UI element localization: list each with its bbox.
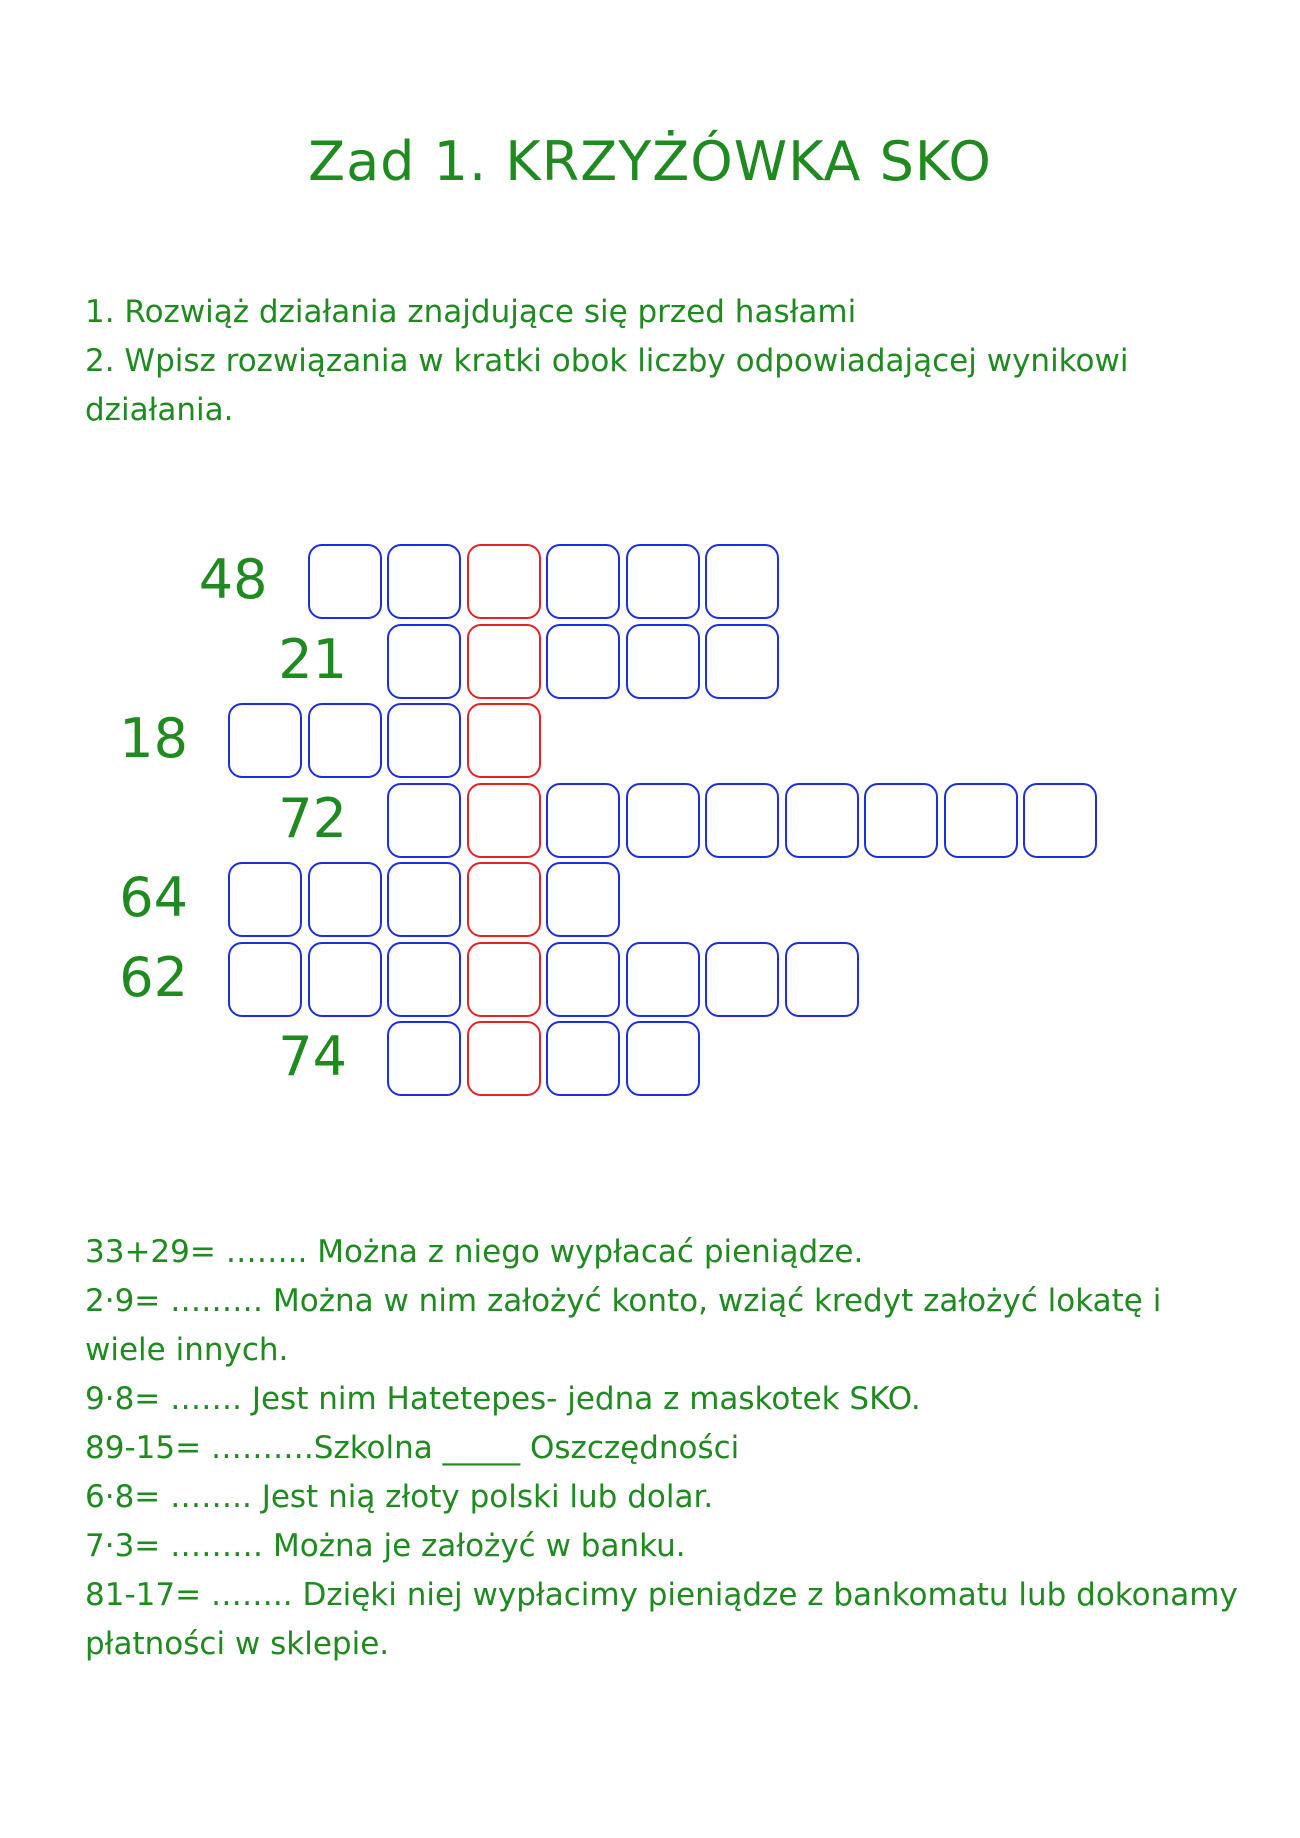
- answer-cell[interactable]: [308, 544, 382, 619]
- answer-cell[interactable]: [785, 942, 859, 1017]
- answer-cell[interactable]: [387, 544, 461, 619]
- answer-cell[interactable]: [1023, 783, 1097, 858]
- instruction-1: 1. Rozwiąż działania znajdujące się przed hasłami: [85, 294, 857, 330]
- answer-cell[interactable]: [546, 862, 620, 937]
- answer-cell[interactable]: [387, 1021, 461, 1096]
- answer-cell[interactable]: [626, 783, 700, 858]
- answer-cell[interactable]: [546, 544, 620, 619]
- clue-48: 6·8= …….. Jest nią złoty polski lub dolar.: [85, 1479, 714, 1515]
- row-number-48: 48: [198, 548, 268, 611]
- answer-cell[interactable]: [546, 942, 620, 1017]
- answer-cell[interactable]: [387, 862, 461, 937]
- clue-74: 89-15= ……….Szkolna _____ Oszczędności: [85, 1430, 740, 1466]
- answer-cell[interactable]: [626, 624, 700, 699]
- answer-cell[interactable]: [626, 942, 700, 1017]
- row-number-74: 74: [278, 1025, 347, 1088]
- answer-cell[interactable]: [308, 942, 382, 1017]
- clue-72: 9·8= ……. Jest nim Hatetepes- jedna z maskotek SKO.: [85, 1381, 921, 1417]
- row-number-18: 18: [119, 707, 188, 770]
- answer-cell[interactable]: [864, 783, 938, 858]
- clue-18: 2·9= ……… Można w nim założyć konto, wziąć kredyt założyć lokatę i wiele innych.: [85, 1283, 1162, 1368]
- answer-cell[interactable]: [626, 544, 700, 619]
- answer-cell[interactable]: [546, 624, 620, 699]
- answer-cell[interactable]: [308, 703, 382, 778]
- password-cell[interactable]: [467, 783, 541, 858]
- password-cell[interactable]: [467, 703, 541, 778]
- answer-cell[interactable]: [228, 942, 302, 1017]
- answer-cell[interactable]: [546, 1021, 620, 1096]
- answer-cell[interactable]: [546, 783, 620, 858]
- clues-list: [85, 1228, 1245, 1669]
- answer-cell[interactable]: [705, 942, 779, 1017]
- clue-64: 81-17= …….. Dzięki niej wypłacimy pieniądze z bankomatu lub dokonamy płatności w sklepie.: [85, 1577, 1238, 1662]
- answer-cell[interactable]: [785, 783, 859, 858]
- answer-cell[interactable]: [626, 1021, 700, 1096]
- answer-cell[interactable]: [387, 783, 461, 858]
- answer-cell[interactable]: [308, 862, 382, 937]
- row-number-62: 62: [119, 945, 188, 1009]
- row-number-21: 21: [278, 627, 347, 691]
- answer-cell[interactable]: [228, 862, 302, 937]
- instruction-2: 2. Wpisz rozwiązania w kratki obok liczby odpowiadającej wynikowi działania.: [85, 343, 1129, 428]
- password-cell[interactable]: [467, 544, 541, 619]
- answer-cell[interactable]: [228, 703, 302, 778]
- answer-cell[interactable]: [387, 703, 461, 778]
- answer-cell[interactable]: [705, 544, 779, 619]
- row-number-72: 72: [278, 786, 347, 850]
- row-number-64: 64: [119, 866, 188, 929]
- answer-cell[interactable]: [387, 942, 461, 1017]
- clue-62: 33+29= …….. Można z niego wypłacać pieniądze.: [85, 1234, 864, 1270]
- answer-cell[interactable]: [705, 783, 779, 858]
- password-cell[interactable]: [467, 942, 541, 1017]
- answer-cell[interactable]: [944, 783, 1018, 858]
- answer-cell[interactable]: [387, 624, 461, 699]
- password-cell[interactable]: [467, 862, 541, 937]
- clue-21: 7·3= ……… Można je założyć w banku.: [85, 1528, 686, 1564]
- password-cell[interactable]: [467, 624, 541, 699]
- answer-cell[interactable]: [705, 624, 779, 699]
- password-cell[interactable]: [467, 1021, 541, 1096]
- page-title: Zad 1. KRZYŻÓWKA SKO: [308, 130, 992, 193]
